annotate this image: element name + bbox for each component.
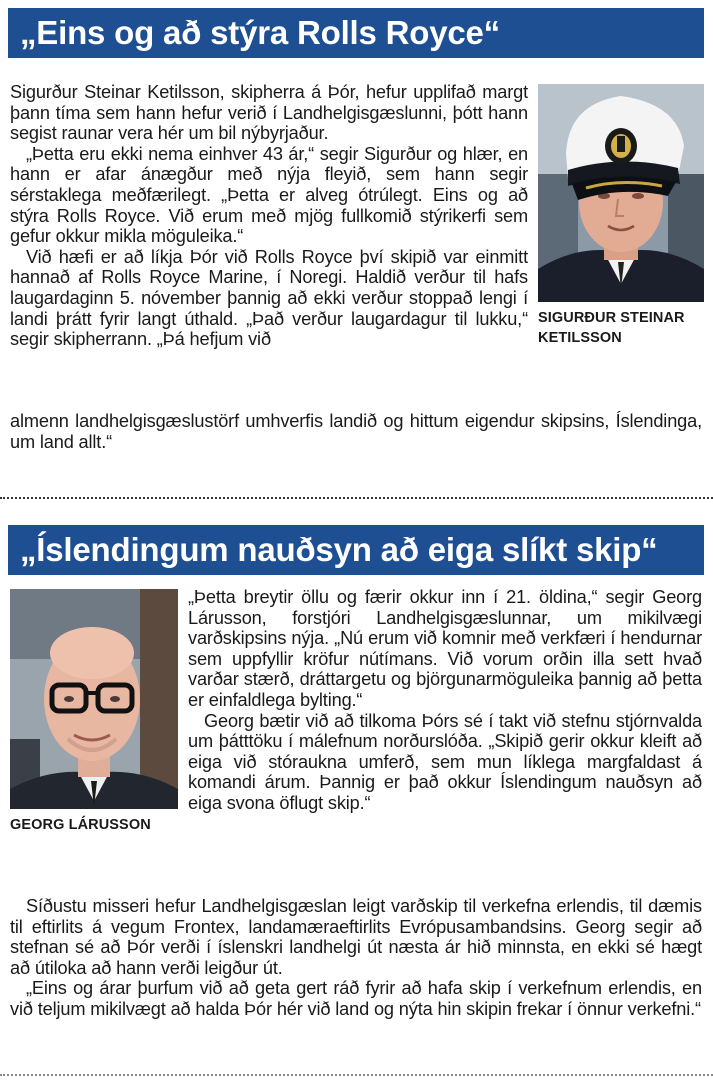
article2-paragraph-4: „Eins og árar þurfum við að geta gert ráð fyrir að hafa skip í verkefnum erlendis, en við teljum mikilvægt að halda Þór hér við land og nýta hin skipin frekar í önnur verkefni.“ [10, 978, 702, 1019]
captain-photo-caption: SIGURÐUR STEINAR KETILSSON [538, 310, 685, 346]
headline-rolls-royce: „Eins og að stýra Rolls Royce“ [8, 8, 704, 58]
article2-body-side [188, 587, 702, 814]
director-portrait-photo [10, 589, 178, 809]
article1-paragraph-3-cont: almenn landhelgisgæslustörf umhverfis landið og hittum eigendur skipsins, Íslendinga, um land allt.“ [10, 411, 702, 452]
article2-body-full [10, 896, 702, 1020]
article2-paragraph-1: „Þetta breytir öllu og færir okkur inn í 21. öldina,“ segir Georg Lárusson, forstjóri Landhelgisgæslunnar, um mikilvægi varðskipsins nýja. „Nú erum við komnir með verkfæri í hendurnar sem uppfyllir kröfur nútímans. Við vorum orðin illa sett hvað varðar stærð, dráttargetu og björgunarmöguleika þannig að þetta er einfaldlega bylting.“ [188, 587, 702, 710]
article1-paragraph-2: „Þetta eru ekki nema einhver 43 ár,“ segir Sigurður og hlær, en hann er afar ánægður með nýja fleyið, sem hann segir sérstaklega meðfærilegt. „Þetta er alveg ótrúlegt. Eins og að stýra Rolls Royce. Við erum með mjög fullkomið stýrikerfi sem gefur okkur mikla möguleika.“ [10, 143, 528, 247]
headline-islendingum: „Íslendingum nauðsyn að eiga slíkt skip“ [8, 525, 704, 575]
article-divider [0, 497, 713, 499]
article2-paragraph-2: Georg bætir við að tilkoma Þórs sé í takt við stefnu stjórnvalda um þátttöku í málefnum norðurslóða. „Skipið gerir okkur kleift að eiga við stóraukna umferð, sem mun líklega margfaldast á komandi árum. Þannig er það okkur Íslendingum nauðsyn að eiga svona öflugt skip.“ [188, 710, 702, 813]
bottom-divider [0, 1074, 713, 1076]
captain-portrait-photo [538, 84, 704, 302]
article2-paragraph-3: Síðustu misseri hefur Landhelgisgæslan leigt varðskip til verkefna erlendis, til dæmis til eftirlits á vegum Frontex, landamæraeftirlits Evrópusambandsins. Georg segir að stefnan sé að Þór verði í íslenskri landhelgi út næsta ár hið minnsta, en ekki sé hægt að útiloka að hann verði leigður út. [10, 896, 702, 978]
article1-body-full [10, 411, 702, 452]
article1-paragraph-1: Sigurður Steinar Ketilsson, skipherra á Þór, hefur upplifað margt þann tíma sem hann hefur verið í Landhelgisgæslunni, þótt hann segist raunar vera hér um bil nýbyrjaður. [10, 82, 528, 144]
director-photo-caption: GEORG LÁRUSSON [10, 817, 151, 833]
article1-body-side [10, 82, 528, 350]
article1-paragraph-3: Við hæfi er að líkja Þór við Rolls Royce því skipið var einmitt hannað af Rolls Royce Marine, í Noregi. Haldið verður til hafs laugardaginn 5. nóvember þannig að ekki verður stoppað lengi í landi þrátt fyrir langt úthald. „Það verður laugardagur til lukku,“ segir skipherrann. „Þá hefjum við [10, 246, 528, 350]
